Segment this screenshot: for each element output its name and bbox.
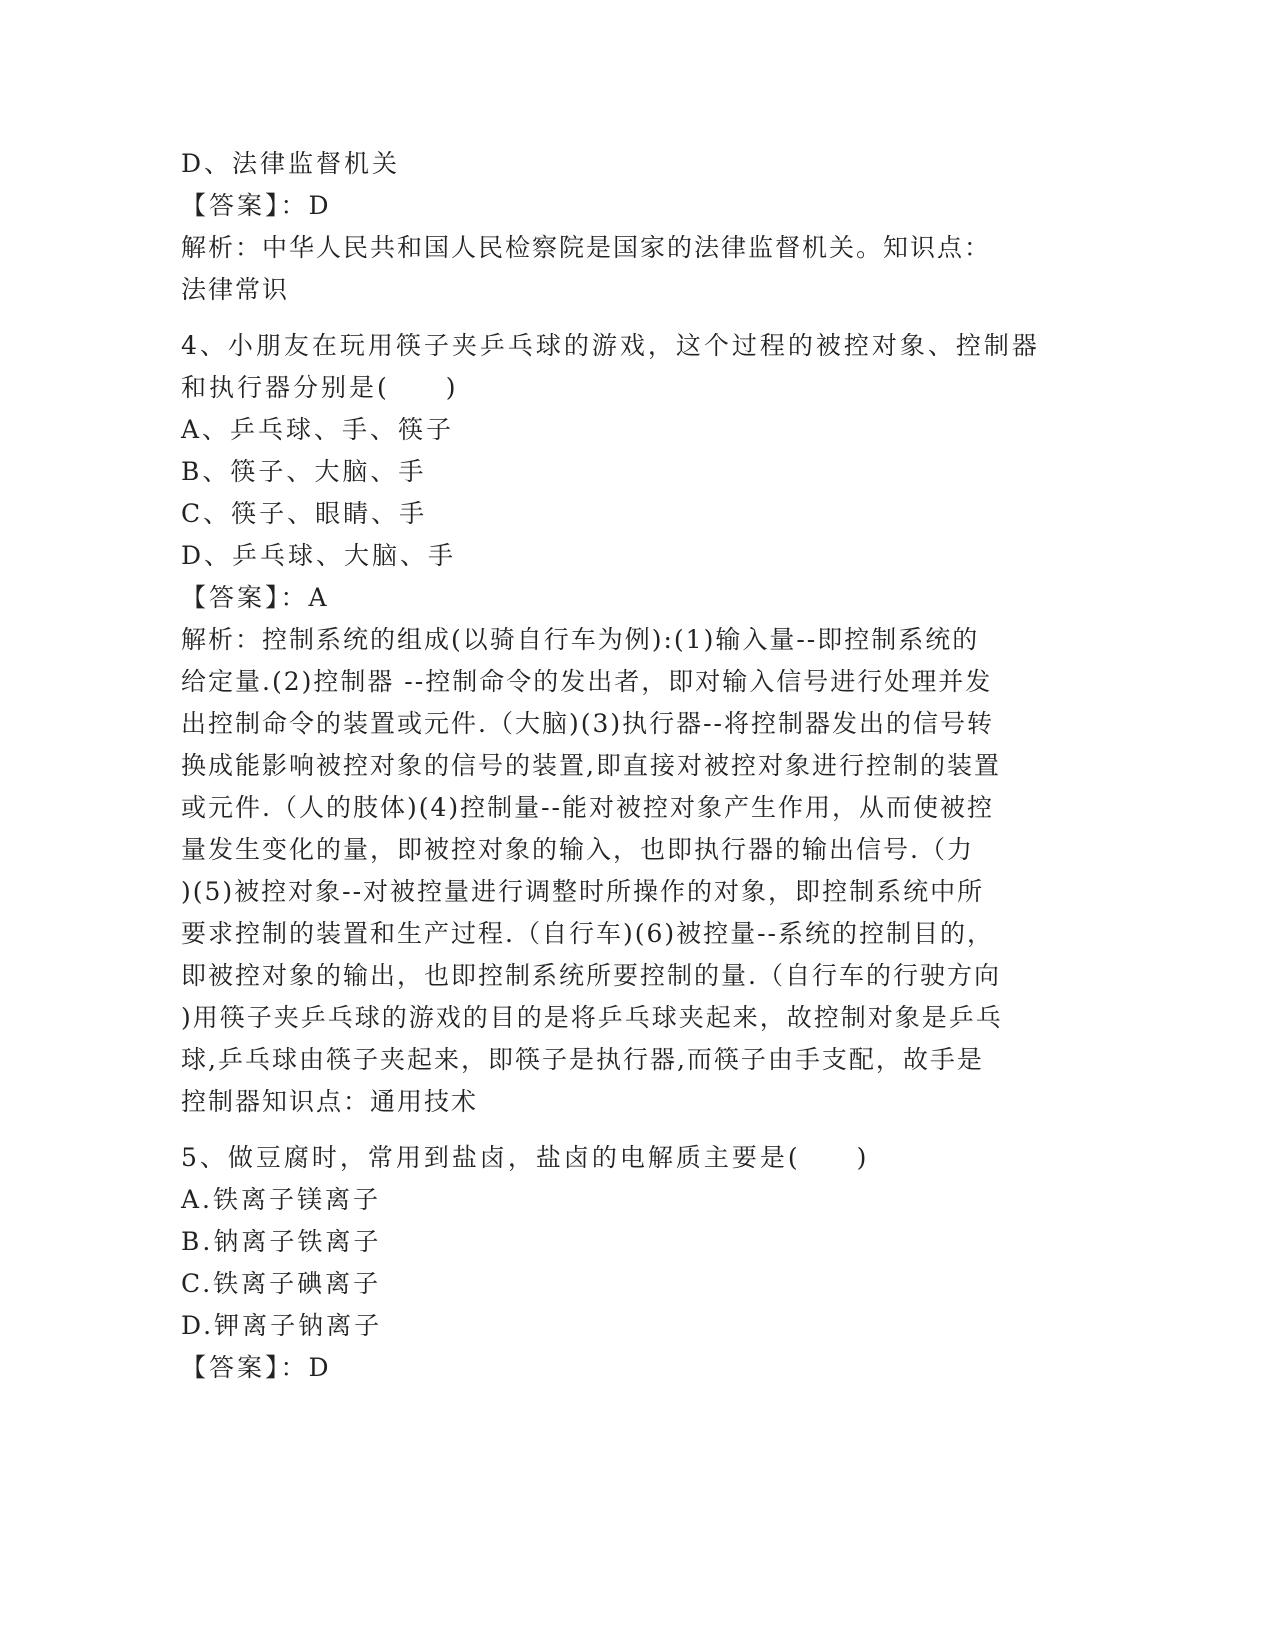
question-5 xyxy=(181,1137,1041,1389)
q4-explanation-line: )(5)被控对象--对被控量进行调整时所操作的对象，即控制系统中所 xyxy=(181,877,985,906)
spacer xyxy=(181,311,1041,325)
q5-option-d: D.钾离子钠离子 xyxy=(181,1311,383,1340)
q4-explanation-line: 球,乒乓球由筷子夹起来，即筷子是执行器,而筷子由手支配，故手是 xyxy=(181,1045,984,1074)
q3-explanation-line: 法律常识 xyxy=(181,275,290,304)
q3-answer: 【答案】：D xyxy=(181,191,332,220)
q4-explanation-line: 控制器知识点：通用技术 xyxy=(181,1087,479,1116)
q4-explanation-line: 换成能影响被控对象的信号的装置,即直接对被控对象进行控制的装置 xyxy=(181,751,1001,780)
q4-option-c: C、筷子、眼睛、手 xyxy=(181,499,428,528)
q4-explanation-line: 解析：控制系统的组成(以骑自行车为例):(1)输入量--即控制系统的 xyxy=(181,625,980,654)
spacer xyxy=(181,1123,1041,1137)
q4-option-a: A、乒乓球、手、筷子 xyxy=(181,415,455,444)
document-page xyxy=(181,143,1041,1389)
q5-option-c: C.铁离子碘离子 xyxy=(181,1269,382,1298)
q4-explanation-line: 给定量.(2)控制器 --控制命令的发出者，即对输入信号进行处理并发 xyxy=(181,667,993,696)
q5-option-a: A.铁离子镁离子 xyxy=(181,1185,382,1214)
q3-explanation-line: 解析：中华人民共和国人民检察院是国家的法律监督机关。知识点： xyxy=(181,233,992,262)
q4-explanation-line: 要求控制的装置和生产过程.（自行车)(6)被控量--系统的控制目的， xyxy=(181,919,995,948)
q3-option-d: D、法律监督机关 xyxy=(181,149,401,178)
q4-answer: 【答案】：A xyxy=(181,583,330,612)
q4-explanation-line: 量发生变化的量，即被控对象的输入，也即执行器的输出信号.（力 xyxy=(181,835,974,864)
q4-explanation-line: 即被控对象的输出，也即控制系统所要控制的量.（自行车的行驶方向 xyxy=(181,961,1001,990)
q5-stem-line: 5、做豆腐时，常用到盐卤，盐卤的电解质主要是( ) xyxy=(181,1143,870,1172)
q4-stem-line: 4、小朋友在玩用筷子夹乒乓球的游戏，这个过程的被控对象、控制器 xyxy=(181,331,1040,360)
question-4 xyxy=(181,325,1041,1123)
q4-explanation-line: )用筷子夹乒乓球的游戏的目的是将乒乓球夹起来，故控制对象是乒乓 xyxy=(181,1003,1003,1032)
question-3-tail xyxy=(181,143,1041,311)
q4-explanation-line: 出控制命令的装置或元件.（大脑)(3)执行器--将控制器发出的信号转 xyxy=(181,709,995,738)
q5-answer: 【答案】：D xyxy=(181,1353,332,1382)
q4-option-b: B、筷子、大脑、手 xyxy=(181,457,427,486)
q4-stem-line: 和执行器分别是( ) xyxy=(181,373,459,402)
q4-explanation-line: 或元件.（人的肢体)(4)控制量--能对被控对象产生作用，从而使被控 xyxy=(181,793,995,822)
q4-option-d: D、乒乓球、大脑、手 xyxy=(181,541,457,570)
q5-option-b: B.钠离子铁离子 xyxy=(181,1227,382,1256)
